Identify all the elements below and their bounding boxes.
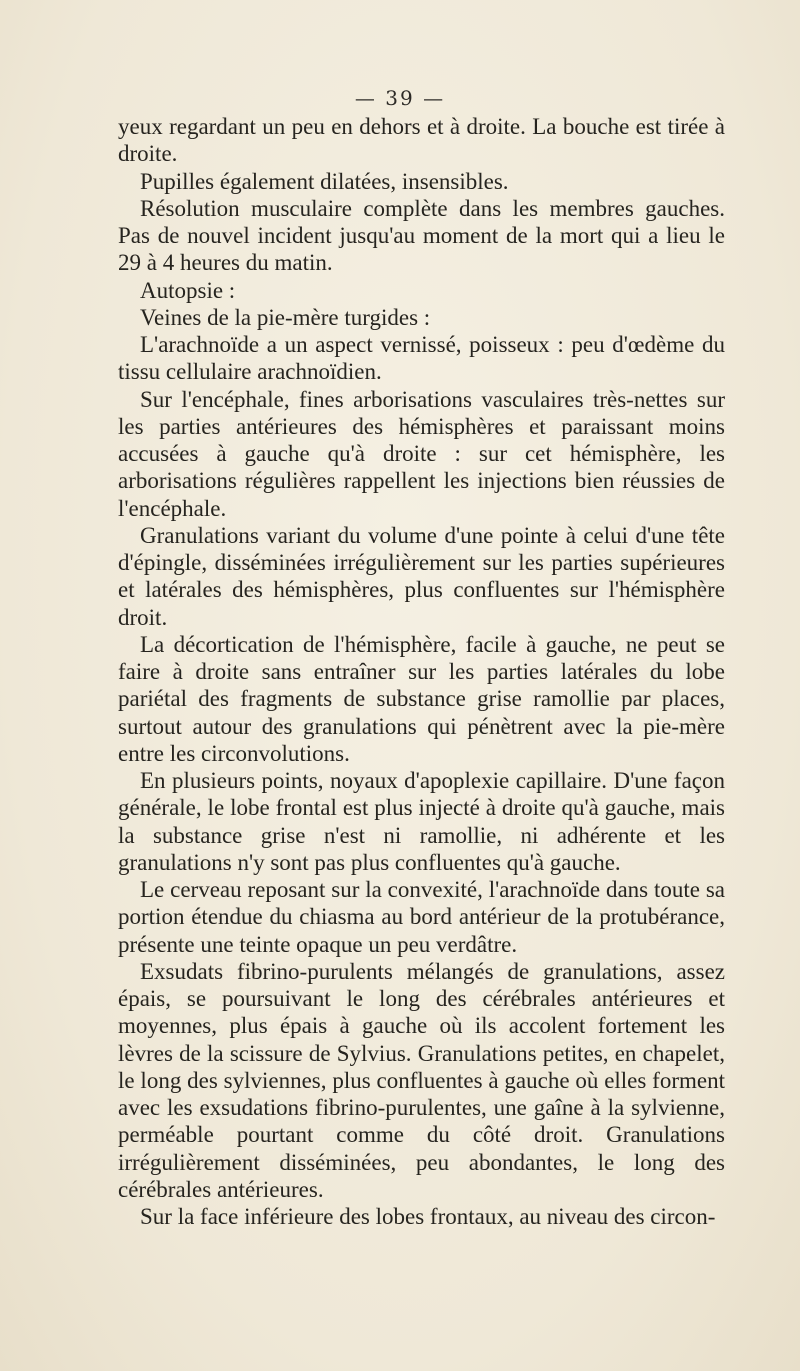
- paragraph: En plusieurs points, noyaux d'apoplexie capillaire. D'une façon générale, le lobe frontal est plus injecté à droite qu'à gauche, mais la substance grise n'est ni ramollie, ni adhérente et les granulations n'y sont pas plus confluentes qu'à gauche.: [118, 768, 725, 875]
- paragraph: La décortication de l'hémisphère, facile à gauche, ne peut se faire à droite sans entraîner sur les parties latérales du lobe pariétal des fragments de substance grise ramollie par places, surtout autour des granulations qui pénètrent avec la pie-mère entre les circonvolutions.: [118, 631, 725, 766]
- page-number: — 39 —: [354, 86, 446, 110]
- paragraph: Résolution musculaire complète dans les membres gauches. Pas de nouvel incident jusqu'au moment de la mort qui a lieu le 29 à 4 heures du matin.: [118, 195, 725, 276]
- paragraph: Granulations variant du volume d'une pointe à celui d'une tête d'épingle, disséminées irrégulièrement sur les parties supérieures et latérales des hémisphères, plus confluentes sur l'hémisphère droit.: [118, 522, 725, 630]
- paragraph-last: Sur la face inférieure des lobes frontaux, au niveau des circon-: [140, 1204, 716, 1229]
- paragraph: Sur l'encéphale, fines arborisations vasculaires très-nettes sur les parties antérieures des hémisphères et paraissant moins accusées à gauche qu'à droite : sur cet hémisphère, les arborisations régulières rappellent les injections bien réussies de l'encéphale.: [118, 386, 725, 521]
- paragraph: Pupilles également dilatées, insensibles.: [140, 168, 509, 194]
- paragraph-continuation: yeux regardant un peu en dehors et à droite. La bouche est tirée à droite.: [118, 114, 725, 167]
- paragraph-heading-autopsie: Autopsie :: [140, 277, 236, 303]
- paragraph: Veines de la pie-mère turgides :: [140, 304, 431, 330]
- paragraph: Exsudats fibrino-purulents mélangés de granulations, assez épais, se poursuivant le long des cérébrales antérieures et moyennes, plus épais à gauche où ils accolent fortement les lèvres de la scissure de Sylvius. Granulations petites, en chapelet, le long des sylviennes, plus confluentes à gauche où elles forment avec les exsudations fibrino-purulentes, une gaîne à la sylvienne, perméable pourtant comme du côté droit. Granulations irrégulièrement disséminées, peu abondantes, le long des cérébrales antérieures.: [118, 958, 725, 1202]
- paragraph: Le cerveau reposant sur la convexité, l'arachnoïde dans toute sa portion étendue du chiasma au bord antérieur de la protubérance, présente une teinte opaque un peu verdâtre.: [118, 877, 725, 957]
- page-body: [118, 113, 725, 1230]
- paragraph: L'arachnoïde a un aspect vernissé, poisseux : peu d'œdème du tissu cellulaire arachnoïdien.: [118, 332, 725, 385]
